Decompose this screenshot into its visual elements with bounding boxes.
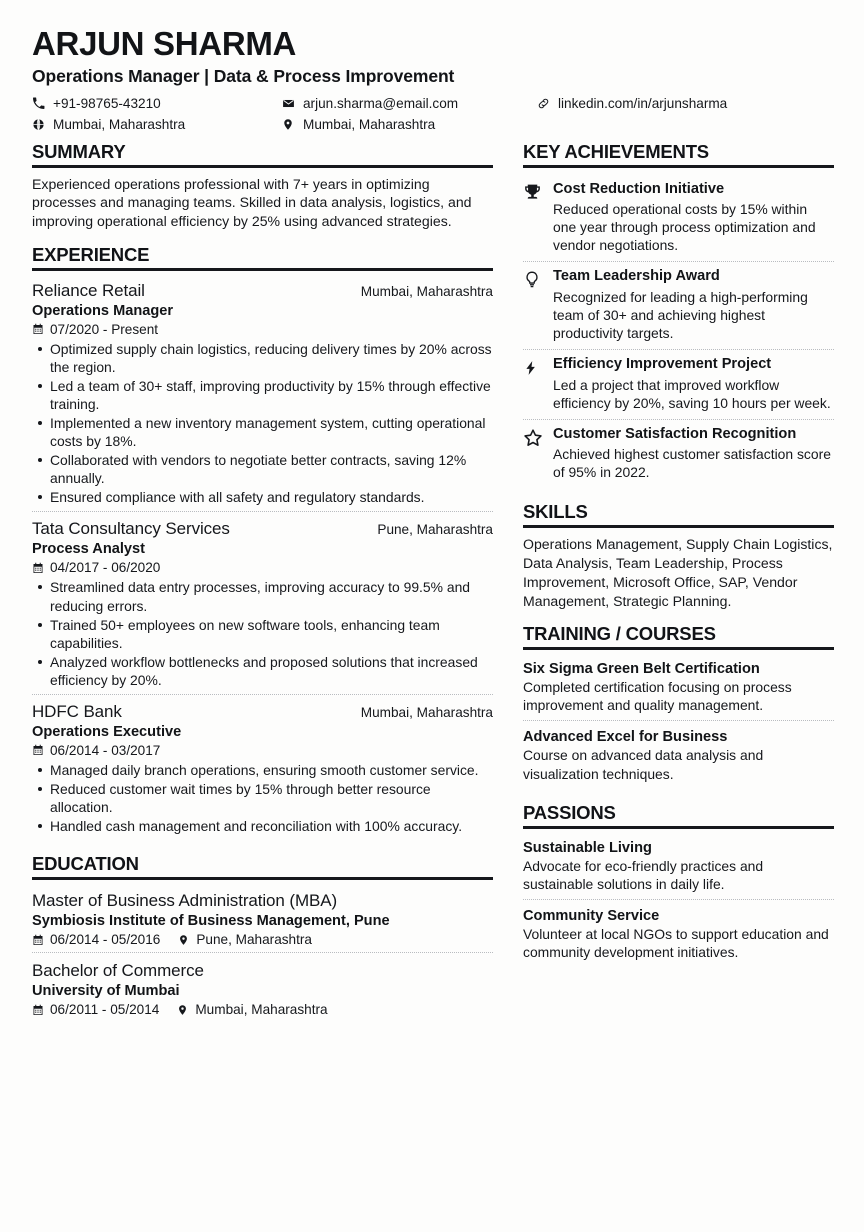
calendar-icon: [32, 934, 45, 946]
experience-bullet: Implemented a new inventory management system, cutting operational costs by 18%.: [32, 414, 493, 450]
experience-bullet: Collaborated with vendors to negotiate better contracts, saving 12% annually.: [32, 451, 493, 487]
experience-location: Mumbai, Maharashtra: [360, 283, 493, 299]
trophy-icon: [523, 181, 553, 255]
right-column: [523, 141, 834, 967]
education-location-item: [177, 1002, 327, 1017]
candidate-headline: Operations Manager | Data & Process Improvement: [32, 65, 455, 86]
experience-bullet: Optimized supply chain logistics, reducing delivery times by 20% across the region.: [32, 340, 493, 376]
achievement-description: Reduced operational costs by 15% within one year through process optimization and vendor negotiations.: [553, 201, 816, 254]
education-school: Symbiosis Institute of Business Management, Pune: [32, 913, 390, 930]
achievement-description: Achieved highest customer satisfaction score of 95% in 2022.: [553, 446, 831, 481]
achievement-description: Recognized for leading a high-performing team of 30+ and achieving highest productivity targets.: [553, 288, 808, 341]
contact-column-1: [32, 94, 282, 135]
passion-item: [523, 899, 834, 967]
section-training-courses: [523, 623, 834, 788]
contact-column-2: [282, 94, 512, 135]
experience-entry-header: [32, 702, 493, 722]
section-experience: [32, 244, 493, 840]
experience-bullet: Trained 50+ employees on new software tools, enhancing team capabilities.: [32, 616, 493, 652]
experience-entry: [32, 278, 493, 512]
achievement-body: [553, 268, 834, 342]
passion-description: Volunteer at local NGOs to support education and community development initiatives.: [523, 925, 829, 960]
passions-heading: PASSIONS: [523, 801, 616, 823]
education-entry: [32, 887, 493, 952]
skills-text: Operations Management, Supply Chain Logistics, Data Analysis, Team Leadership, Process Improvement, Microsoft Office, SAP, Vendor Management, Strategic Planning.: [523, 536, 833, 609]
link-icon: [537, 97, 553, 110]
experience-bullets: [32, 340, 493, 507]
section-passions: [523, 802, 834, 967]
contact-location-text: Mumbai, Maharashtra: [303, 117, 436, 133]
training-description: Completed certification focusing on process improvement and quality management.: [523, 679, 792, 714]
calendar-icon: [32, 744, 45, 756]
location-pin-icon: [282, 118, 298, 131]
experience-bullet: Led a team of 30+ staff, improving productivity by 15% through effective training.: [32, 377, 493, 413]
envelope-icon: [282, 97, 298, 110]
contact-location[interactable]: [282, 115, 512, 134]
experience-dates-item: [32, 560, 160, 575]
contact-website-location-text: Mumbai, Maharashtra: [53, 117, 186, 133]
calendar-icon: [32, 323, 45, 335]
section-summary: [32, 141, 493, 231]
experience-company: Tata Consultancy Services: [32, 519, 230, 539]
achievement-title: Team Leadership Award: [553, 268, 720, 285]
achievement-title: Efficiency Improvement Project: [553, 356, 772, 373]
education-location: Mumbai, Maharashtra: [195, 1002, 328, 1018]
experience-dates: 04/2017 - 06/2020: [50, 560, 161, 576]
education-entry: [32, 952, 493, 1022]
contact-phone-text: +91-98765-43210: [53, 95, 161, 111]
education-location: Pune, Maharashtra: [196, 932, 312, 948]
globe-icon: [32, 118, 48, 131]
calendar-icon: [32, 1004, 45, 1016]
experience-bullet: Reduced customer wait times by 15% through better resource allocation.: [32, 780, 493, 816]
training-title: Six Sigma Green Belt Certification: [523, 661, 760, 678]
experience-role: Operations Manager: [32, 302, 174, 319]
experience-location: Mumbai, Maharashtra: [360, 704, 493, 720]
experience-role: Operations Executive: [32, 723, 182, 740]
contact-column-3: [512, 94, 727, 113]
achievement-item: [523, 419, 834, 489]
passion-title: Sustainable Living: [523, 839, 652, 856]
key-achievements-heading: KEY ACHIEVEMENTS: [523, 140, 709, 162]
contact-phone[interactable]: [32, 94, 282, 113]
achievement-title: Customer Satisfaction Recognition: [553, 425, 797, 442]
experience-entry-header: [32, 519, 493, 539]
resume-body: [32, 141, 833, 1023]
passion-item: [523, 836, 834, 899]
contact-email-text: arjun.sharma@email.com: [303, 95, 459, 111]
experience-bullet: Managed daily branch operations, ensuring smooth customer service.: [32, 761, 493, 779]
phone-icon: [32, 97, 48, 110]
section-key-achievements: [523, 141, 834, 489]
education-location-item: [178, 932, 312, 947]
achievement-description: Led a project that improved workflow efficiency by 20%, saving 10 hours per week.: [553, 376, 831, 411]
training-item: [523, 657, 834, 720]
summary-text: Experienced operations professional with 7+ years in optimizing processes and managing teams. Skilled in data analysis, logistics, and improving operational efficiency by 25% using advanced strategies.: [32, 175, 472, 230]
skills-heading: SKILLS: [523, 501, 588, 523]
summary-divider: [32, 165, 493, 168]
experience-bullet: Handled cash management and reconciliation with 100% accuracy.: [32, 817, 493, 835]
education-dates: 06/2014 - 05/2016: [50, 932, 161, 948]
experience-bullet: Ensured compliance with all safety and regulatory standards.: [32, 488, 493, 506]
contact-email[interactable]: [282, 94, 512, 113]
experience-company: HDFC Bank: [32, 701, 122, 721]
education-dates: 06/2011 - 05/2014: [50, 1002, 160, 1018]
education-divider: [32, 877, 493, 880]
education-school: University of Mumbai: [32, 983, 180, 1000]
calendar-icon: [32, 562, 45, 574]
candidate-name: ARJUN SHARMA: [32, 25, 297, 62]
education-heading: EDUCATION: [32, 853, 139, 875]
training-description: Course on advanced data analysis and visualization techniques.: [523, 747, 764, 782]
achievement-body: [553, 356, 834, 412]
experience-divider: [32, 268, 493, 271]
experience-bullet: Streamlined data entry processes, improving accuracy to 99.5% and reducing errors.: [32, 578, 493, 614]
experience-bullet: Analyzed workflow bottlenecks and proposed solutions that increased efficiency by 20%.: [32, 653, 493, 689]
education-meta: [32, 932, 493, 947]
training-heading: TRAINING / COURSES: [523, 623, 716, 645]
lightning-bolt-icon: [523, 356, 553, 412]
experience-bullets: [32, 578, 493, 688]
education-degree: Bachelor of Commerce: [32, 961, 204, 981]
location-pin-icon: [177, 1004, 190, 1016]
experience-entry: [32, 694, 493, 840]
achievement-body: [553, 181, 834, 255]
location-pin-icon: [178, 934, 191, 946]
education-dates-item: [32, 1002, 159, 1017]
experience-meta: [32, 560, 493, 575]
star-outline-icon: [523, 426, 553, 482]
experience-dates-item: [32, 743, 160, 758]
achievement-item: [523, 349, 834, 419]
experience-meta: [32, 743, 493, 758]
contact-linkedin-text: linkedin.com/in/arjunsharma: [558, 95, 728, 111]
experience-entry-header: [32, 281, 493, 301]
experience-entry: [32, 511, 493, 693]
education-meta: [32, 1002, 493, 1017]
left-column: [32, 141, 493, 1023]
experience-dates: 07/2020 - Present: [50, 321, 159, 337]
passion-title: Community Service: [523, 907, 660, 924]
resume-header: [32, 26, 833, 135]
experience-role: Process Analyst: [32, 541, 146, 558]
lightbulb-icon: [523, 268, 553, 342]
achievement-body: [553, 426, 834, 482]
achievement-title: Cost Reduction Initiative: [553, 180, 725, 197]
experience-dates-item: [32, 322, 158, 337]
contact-block: [32, 94, 833, 135]
experience-location: Pune, Maharashtra: [377, 522, 493, 538]
skills-divider: [523, 525, 834, 528]
section-skills: [523, 501, 834, 610]
achievement-item: [523, 175, 834, 262]
training-divider: [523, 647, 834, 650]
experience-meta: [32, 322, 493, 337]
passion-description: Advocate for eco-friendly practices and sustainable solutions in daily life.: [523, 857, 764, 892]
summary-heading: SUMMARY: [32, 140, 126, 162]
contact-website-location[interactable]: [32, 115, 282, 134]
experience-heading: EXPERIENCE: [32, 243, 150, 265]
key-achievements-divider: [523, 165, 834, 168]
contact-linkedin[interactable]: [537, 94, 727, 113]
education-dates-item: [32, 932, 160, 947]
experience-dates: 06/2014 - 03/2017: [50, 742, 161, 758]
education-degree: Master of Business Administration (MBA): [32, 891, 338, 911]
experience-bullets: [32, 761, 493, 835]
achievement-item: [523, 261, 834, 349]
training-item: [523, 720, 834, 788]
section-education: [32, 853, 493, 1022]
training-title: Advanced Excel for Business: [523, 729, 728, 746]
experience-company: Reliance Retail: [32, 280, 145, 300]
passions-divider: [523, 826, 834, 829]
